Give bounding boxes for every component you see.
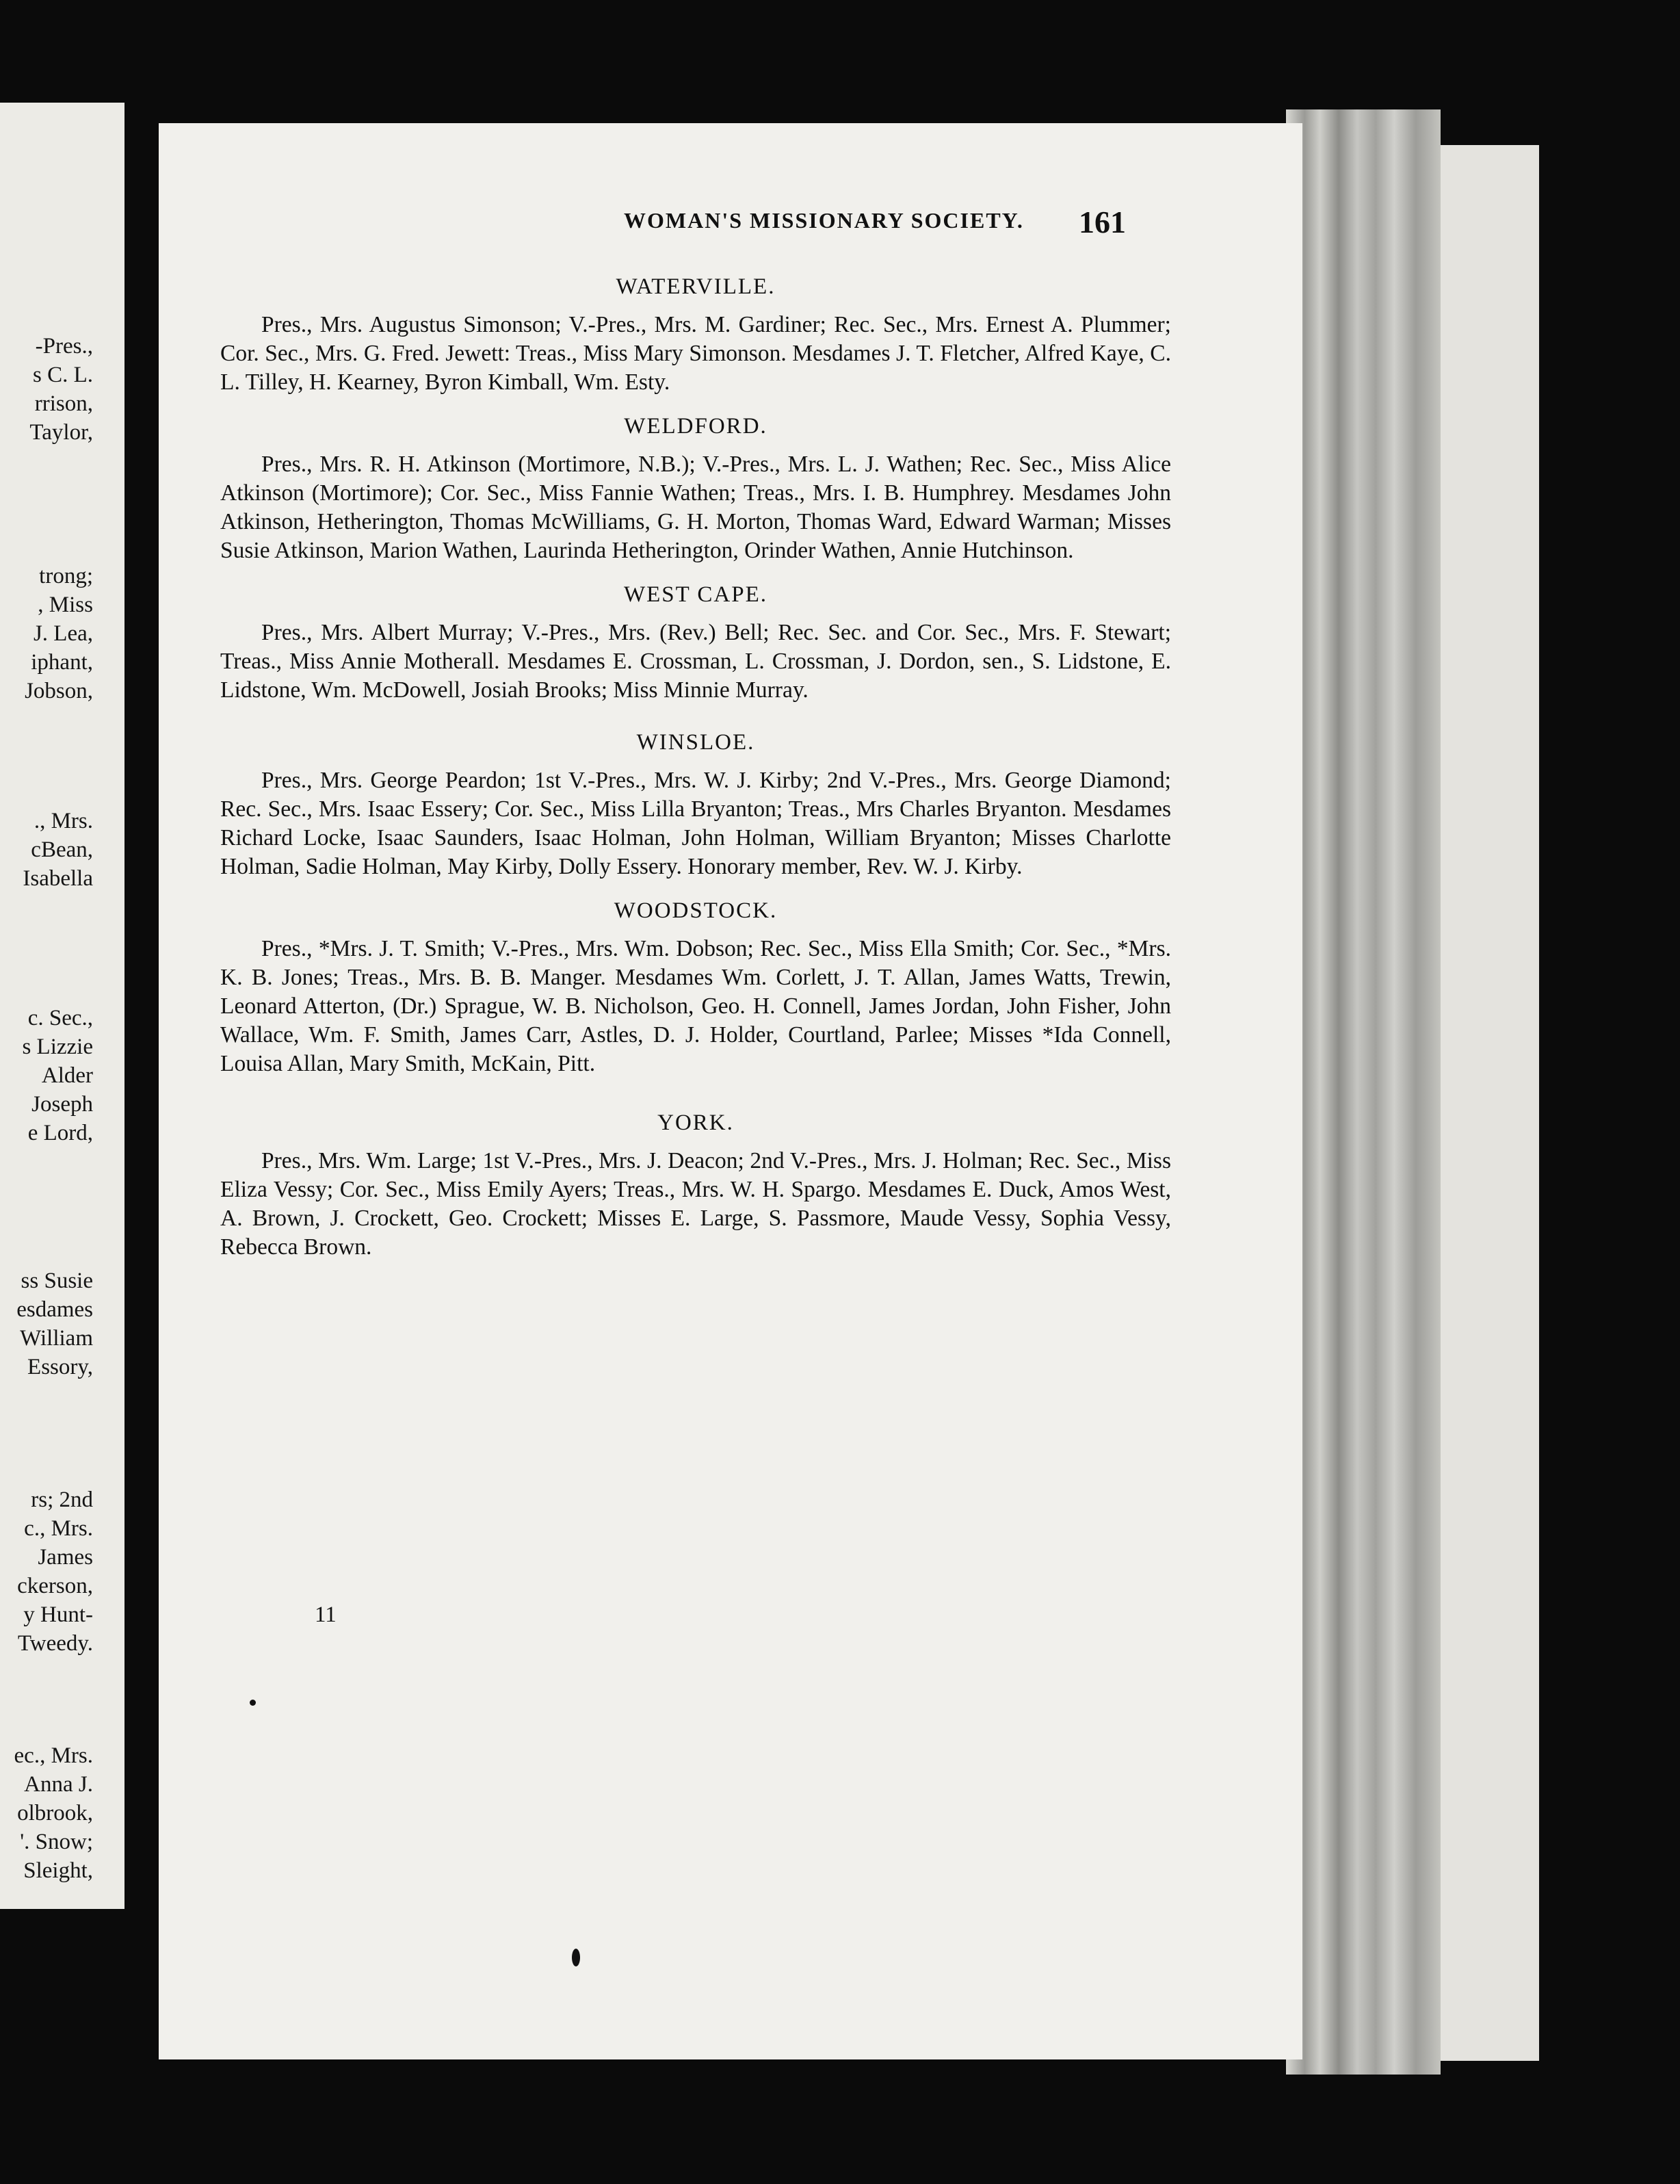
left-page-fragment: William <box>20 1326 93 1351</box>
signature-mark: 11 <box>315 1602 337 1627</box>
section-heading: WELDFORD. <box>624 414 767 439</box>
section-text: Pres., Mrs. Wm. Large; 1st V.-Pres., Mrs. J. Deacon; 2nd V.-Pres., Mrs. J. Holman; Rec. Sec., Miss Eliza Vessy; Cor. Sec., Miss Emily Ayers; Treas., Mrs. W. H. Spargo. Mesdames E. Duck, Amos West, A. Brown, J. Crockett, Geo. Crockett; Misses E. Large, S. Passmore, Maude Vessy, Sophia Vessy, Rebecca Brown. <box>220 1148 1171 1260</box>
left-page-fragment: '. Snow; <box>20 1830 93 1854</box>
ink-speck <box>250 1700 256 1706</box>
section-west-cape <box>220 580 1171 705</box>
section-york <box>220 1108 1171 1262</box>
section-waterville <box>220 272 1171 397</box>
left-page-fragment: esdames <box>16 1297 93 1322</box>
book-page <box>159 123 1302 2059</box>
left-page-fragment: rs; 2nd <box>31 1487 93 1512</box>
left-page-fragment: Essory, <box>27 1355 93 1379</box>
left-page-fragment: -Pres., <box>35 334 93 359</box>
left-page-fragment: trong; <box>39 564 93 588</box>
section-heading: WINSLOE. <box>636 730 755 755</box>
section-woodstock <box>220 896 1171 1078</box>
left-page-fragment: Sleight, <box>23 1858 93 1883</box>
left-page-fragment: Joseph <box>31 1092 93 1117</box>
section-text: Pres., *Mrs. J. T. Smith; V.-Pres., Mrs. Wm. Dobson; Rec. Sec., Miss Ella Smith; Cor. Sec., *Mrs. K. B. Jones; Treas., Mrs. B. B. Manger. Mesdames Wm. Corlett, J. T. Allan, James Watts, Trewin, Leonard Atterton, (Dr.) Sprague, W. B. Nicholson, Geo. H. Connell, James Jordan, John Fisher, John Wallace, Wm. F. Smith, James Carr, Astles, D. J. Holder, Courtland, Parlee; Misses *Ida Connell, Louisa Allan, Mary Smith, McKain, Pitt. <box>220 936 1171 1076</box>
section-weldford <box>220 412 1171 565</box>
left-page-fragment: J. Lea, <box>33 621 93 646</box>
left-page-fragment: cBean, <box>31 837 93 862</box>
section-winsloe <box>220 728 1171 881</box>
left-page-fragment: s C. L. <box>32 363 93 387</box>
page-content <box>220 272 1171 1262</box>
left-page-fragment: ec., Mrs. <box>14 1743 93 1768</box>
running-title: WOMAN'S MISSIONARY SOCIETY. <box>624 208 1024 233</box>
section-heading: WATERVILLE. <box>616 274 776 299</box>
page-number: 161 <box>1079 205 1126 239</box>
left-page-fragment: iphant, <box>31 650 93 675</box>
left-page-fragment: c., Mrs. <box>24 1516 93 1541</box>
left-page-fragment: c. Sec., <box>27 1006 93 1030</box>
ink-speck <box>572 1949 580 1966</box>
left-page-fragment: s Lizzie <box>22 1035 93 1059</box>
section-heading: WOODSTOCK. <box>614 898 778 923</box>
section-text: Pres., Mrs. R. H. Atkinson (Mortimore, N.B.); V.-Pres., Mrs. L. J. Wathen; Rec. Sec., Miss Alice Atkinson (Mortimore); Cor. Sec., Miss Fannie Wathen; Treas., Mrs. I. B. Humphrey. Mesdames John Atkinson, Hetherington, Thomas McWilliams, G. H. Morton, Thomas Ward, Edward Warman; Misses Susie Atkinson, Marion Wathen, Laurinda Hetherington, Orinder Wathen, Annie Hutchinson. <box>220 452 1171 563</box>
left-page-fragment: y Hunt- <box>23 1602 93 1627</box>
left-page-fragment: Tweedy. <box>17 1631 93 1656</box>
left-page-fragment: , Miss <box>38 593 93 617</box>
left-page-fragment: ss Susie <box>21 1269 93 1293</box>
section-text: Pres., Mrs. Albert Murray; V.-Pres., Mrs. (Rev.) Bell; Rec. Sec. and Cor. Sec., Mrs. F. Stewart; Treas., Miss Annie Motherall. Mesdames E. Crossman, L. Crossman, J. Dordon, sen., S. Lidstone, E. Lidstone, Wm. McDowell, Josiah Brooks; Miss Minnie Murray. <box>220 620 1171 703</box>
left-page-fragment: rrison, <box>34 391 93 416</box>
left-page-fragment: ckerson, <box>17 1574 93 1598</box>
section-heading: YORK. <box>657 1110 734 1135</box>
left-page-fragment: Alder <box>41 1063 93 1088</box>
page-block-edges <box>1286 109 1441 2075</box>
left-page-fragment: Isabella <box>23 866 93 891</box>
section-text: Pres., Mrs. Augustus Simonson; V.-Pres., Mrs. M. Gardiner; Rec. Sec., Mrs. Ernest A. Plummer; Cor. Sec., Mrs. G. Fred. Jewett: Treas., Miss Mary Simonson. Mesdames J. T. Fletcher, Alfred Kaye, C. L. Tilley, H. Kearney, Byron Kimball, Wm. Esty. <box>220 312 1171 395</box>
left-facing-page <box>0 103 124 1909</box>
left-page-fragment: ., Mrs. <box>34 809 93 833</box>
left-page-fragment: Taylor, <box>29 420 93 445</box>
running-head <box>469 205 1126 242</box>
left-page-fragment: e Lord, <box>27 1121 93 1145</box>
left-page-fragment: James <box>38 1545 93 1570</box>
left-page-fragment: olbrook, <box>17 1801 93 1825</box>
left-page-fragment: Jobson, <box>25 679 93 703</box>
section-heading: WEST CAPE. <box>623 582 768 607</box>
left-page-fragment: Anna J. <box>24 1772 93 1797</box>
section-text: Pres., Mrs. George Peardon; 1st V.-Pres., Mrs. W. J. Kirby; 2nd V.-Pres., Mrs. George Diamond; Rec. Sec., Mrs. Isaac Essery; Cor. Sec., Miss Lilla Bryanton; Treas., Mrs Charles Bryanton. Mesdames Richard Locke, Isaac Saunders, Isaac Holman, John Holman, William Bryanton; Misses Charlotte Holman, Sadie Holman, May Kirby, Dolly Essery. Honorary member, Rev. W. J. Kirby. <box>220 768 1171 879</box>
